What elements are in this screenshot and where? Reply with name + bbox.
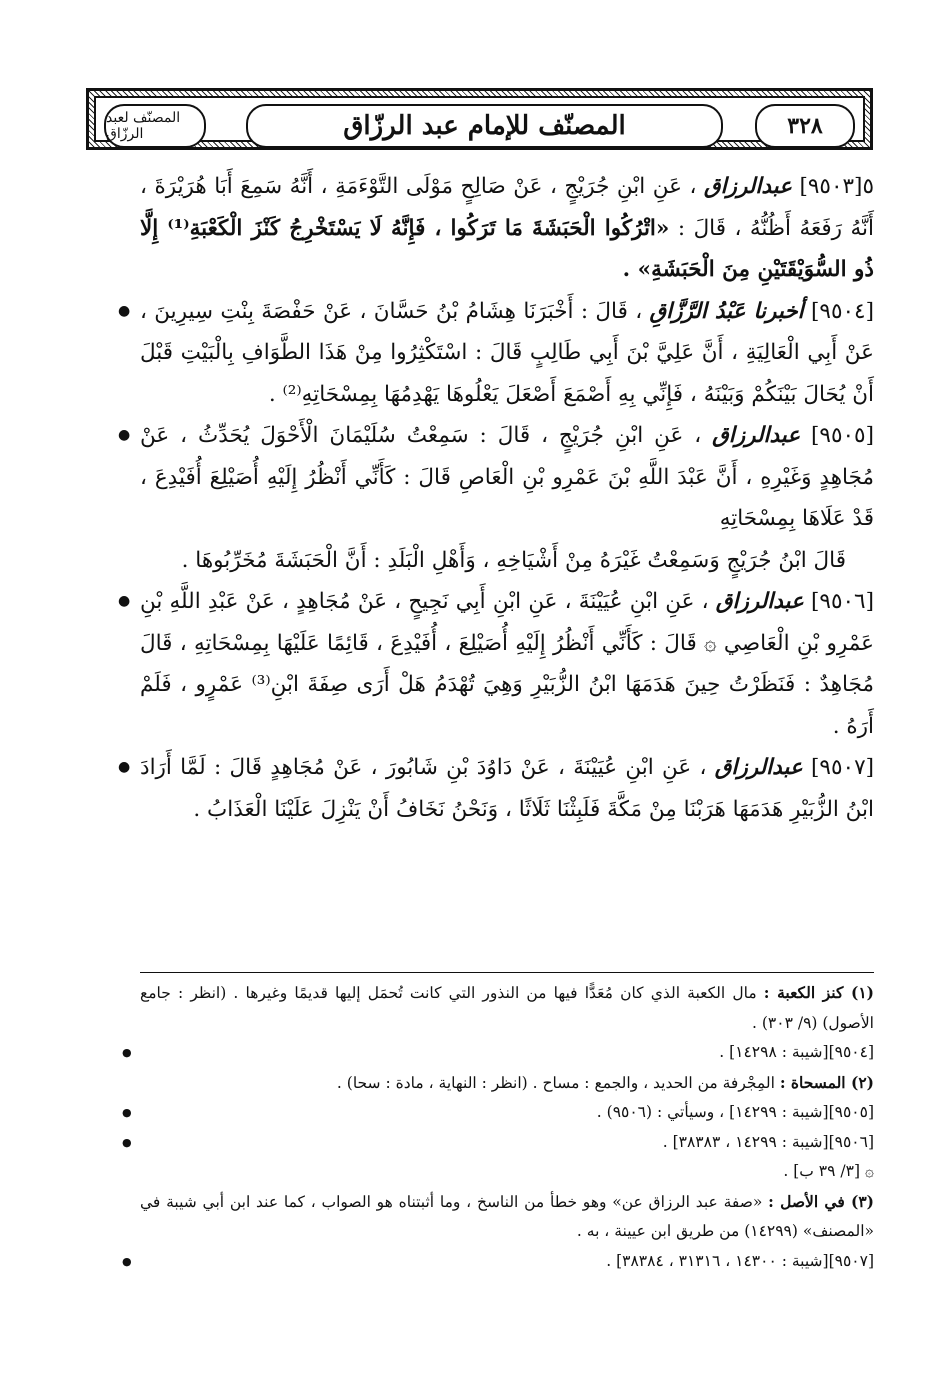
- page-header-frame: [94, 96, 865, 142]
- footnote: [122, 1038, 874, 1068]
- bullet-marker: ●: [118, 302, 131, 319]
- hadith-text: قَالَ ابْنُ جُرَيْجٍ وَسَمِعْتُ غَيْرَهُ مِنْ أَشْيَاخِهِ ، وَأَهْلِ الْبَلَدِ : أَنَّ الْحَبَشَةَ مُخَرِّبُوهَا .: [181, 547, 846, 573]
- page-header: [86, 88, 873, 150]
- hadith-paragraph: [118, 747, 875, 830]
- footnote: [122, 1128, 874, 1158]
- bullet-marker: ●: [122, 1106, 132, 1119]
- footnote-text: ۞ [٣/ ٣٩ ب] .: [783, 1162, 874, 1180]
- hadith-author: عبدالرزاق: [712, 423, 801, 448]
- hadith-text: ، عَنِ ابْنِ جُرَيْجٍ ، قَالَ : سَمِعْتُ سُلَيْمَانَ الْأَحْوَلَ يُحَدِّثُ ، عَنْ مُجَاهِدٍ وَغَيْرِهِ ، أَنَّ عَبْدَ اللَّهِ بْنَ عَمْرِو بْنِ الْعَاصِ قَالَ : كَأَنِّي أَنْظُرُ إِلَيْهِ أُصَيْلِعَ أُفَيْدِعَ ، قَدْ عَلَاهَا بِمِسْحَاتِهِ: [140, 423, 874, 531]
- footnote-term: (٣) في الأصل :: [768, 1191, 874, 1211]
- hadith-quote: «اتْرُكُوا الْحَبَشَةَ مَا تَرَكُوا ، فَإِنَّهُ لَا يَسْتَخْرِجُ كَنْزَ الْكَعْبَةِ⁽¹⁾ إِلَّا ذُو السُّوَيْقَتَيْنِ مِنَ الْحَبَشَةِ» .: [140, 215, 874, 282]
- footnote-text: [٩٥٠٦][شيبة : ١٤٢٩٩ ، ٣٨٣٨٣] .: [662, 1132, 874, 1151]
- bullet-marker: ●: [118, 593, 131, 609]
- hadith-author: عبدالرزاق: [714, 755, 803, 780]
- hadith-paragraph: [118, 291, 874, 416]
- footnote-term: (١) كنز الكعبة :: [763, 983, 874, 1002]
- bullet-marker: ●: [122, 1254, 132, 1268]
- page-number: ٣٢٨: [755, 104, 855, 148]
- hadith-author: عبدالرزاق: [703, 174, 792, 199]
- hadith-paragraph: [140, 540, 874, 582]
- hadith-paragraph: [118, 581, 874, 747]
- bullet-marker: ●: [122, 1046, 132, 1059]
- footnote-text: المِجْرفة من الحديد ، والجمع : مساح . (انظر : النهاية ، مادة : سحا) .: [336, 1073, 775, 1092]
- footnote: [122, 1247, 874, 1277]
- footnote-text: [٩٥٠٥][شيبة : ١٤٢٩٩] ، وسيأتي : (٩٥٠٦) .: [596, 1103, 874, 1121]
- hadith-author: عبدالرزاق: [715, 589, 804, 614]
- hadith-author: أخبرنا عَبْدُ الرَّزَّاقِ: [649, 298, 804, 324]
- hadith-number: [٩٥٠٧]: [811, 755, 875, 780]
- bullet-marker: ●: [118, 427, 131, 443]
- bullet-marker: ●: [122, 1135, 132, 1149]
- hadith-number: [٩٥٠٤]: [811, 298, 874, 324]
- hadith-paragraph: [118, 415, 874, 540]
- hadith-text: ، عَنِ ابْنِ جُرَيْجٍ ، عَنْ صَالِحٍ مَوْلَى التَّوْءَمَةِ ، أَنَّهُ سَمِعَ أَبَا هُرَيْرَةَ ، أَنَّهُ رَفَعَهُ أَظُنُّهُ ، قَالَ :: [140, 174, 875, 241]
- page-title: المصنّف للإمام عبد الرزّاق: [246, 104, 723, 148]
- hadith-number: ٥[٩٥٠٣]: [799, 174, 874, 199]
- header-ornament: المصنّف لعبد الرزّاق: [104, 104, 206, 148]
- bullet-marker: ●: [118, 759, 131, 775]
- footnote-text: «صفة عبد الرزاق عن» وهو خطأ من الناسخ ، وما أثبتناه هو الصواب ، كما عند ابن أبي شيبة في «المصنف» (١٤٢٩٩) من طريق ابن عيينة ، به .: [140, 1192, 874, 1240]
- hadith-number: [٩٥٠٥]: [811, 423, 874, 448]
- footnote: [140, 1157, 874, 1187]
- footnote-text: [٩٥٠٧][شيبة : ١٤٣٠٠ ، ٣١٣١٦ ، ٣٨٣٨٤] .: [606, 1251, 874, 1270]
- footnote-text: مال الكعبة الذي كان مُعَدًّا فيها من النذور التي كانت تُحمَل إليها قديمًا وغيرها . (انظر : جامع الأصول) (٩/ ٣٠٣) .: [140, 984, 874, 1032]
- hadith-text: ، قَالَ : أَخْبَرَنَا هِشَامُ بْنُ حَسَّانَ ، عَنْ حَفْصَةَ بِنْتِ سِيرِينَ ، عَنْ أَبِي الْعَالِيَةِ ، أَنَّ عَلِيَّ بْنَ أَبِي طَالِبٍ قَالَ : اسْتَكْثِرُوا مِنْ هَذَا الطَّوَافِ بِالْبَيْتِ قَبْلَ أَنْ يُحَالَ بَيْنَكُمْ وَبَيْنَهُ ، فَإِنِّي بِهِ أَصْمَعَ أَصْعَلَ يَعْلُوهَا يَهْدِمُهَا بِمِسْحَاتِهِ⁽²⁾ .: [140, 298, 874, 407]
- footnote: [140, 978, 874, 1038]
- footnote: [122, 1098, 874, 1128]
- footnote-divider: [140, 972, 874, 973]
- footnote: [140, 1187, 874, 1247]
- main-text: [118, 162, 875, 830]
- footnote-term: (٢) المسحاة :: [779, 1072, 874, 1092]
- footnote-text: [٩٥٠٤][شيبة : ١٤٢٩٨] .: [719, 1043, 874, 1061]
- footnote: [140, 1068, 874, 1099]
- hadith-paragraph: [140, 166, 874, 291]
- hadith-number: [٩٥٠٦]: [811, 589, 874, 614]
- hadith-text: ، عَنِ ابْنِ عُيَيْنَةَ ، عَنْ دَاوُدَ بْنِ شَابُورَ ، عَنْ مُجَاهِدٍ قَالَ : لَمَّا أَرَادَ ابْنُ الزُّبَيْرِ هَدَمَهَا هَرَبْنَا مِنْ مَكَّةَ فَلَبِثْنَا ثَلَاثًا ، وَنَحْنُ نَخَافُ أَنْ يَنْزِلَ عَلَيْنَا الْعَذَابُ .: [140, 755, 874, 822]
- footnotes: [122, 978, 874, 1276]
- hadith-text: ، عَنِ ابْنِ عُيَيْنَةَ ، عَنِ ابْنِ أَبِي نَجِيحٍ ، عَنْ مُجَاهِدٍ ، عَنْ عَبْدِ اللَّهِ بْنِ عَمْرِو بْنِ الْعَاصِي ۞ قَالَ : كَأَنِّي أَنْظُرُ إِلَيْهِ أُصَيْلِعَ ، أُفَيْدِعَ ، قَائِمًا عَلَيْهَا بِمِسْحَاتِهِ ، قَالَ مُجَاهِدٌ : فَنَظَرْتُ حِينَ هَدَمَهَا ابْنُ الزُّبَيْرِ وَهِيَ تُهْدَمُ هَلْ أَرَى صِفَةَ ابْنِ⁽³⁾ عَمْرٍو ، فَلَمْ أَرَهُ .: [140, 589, 874, 739]
